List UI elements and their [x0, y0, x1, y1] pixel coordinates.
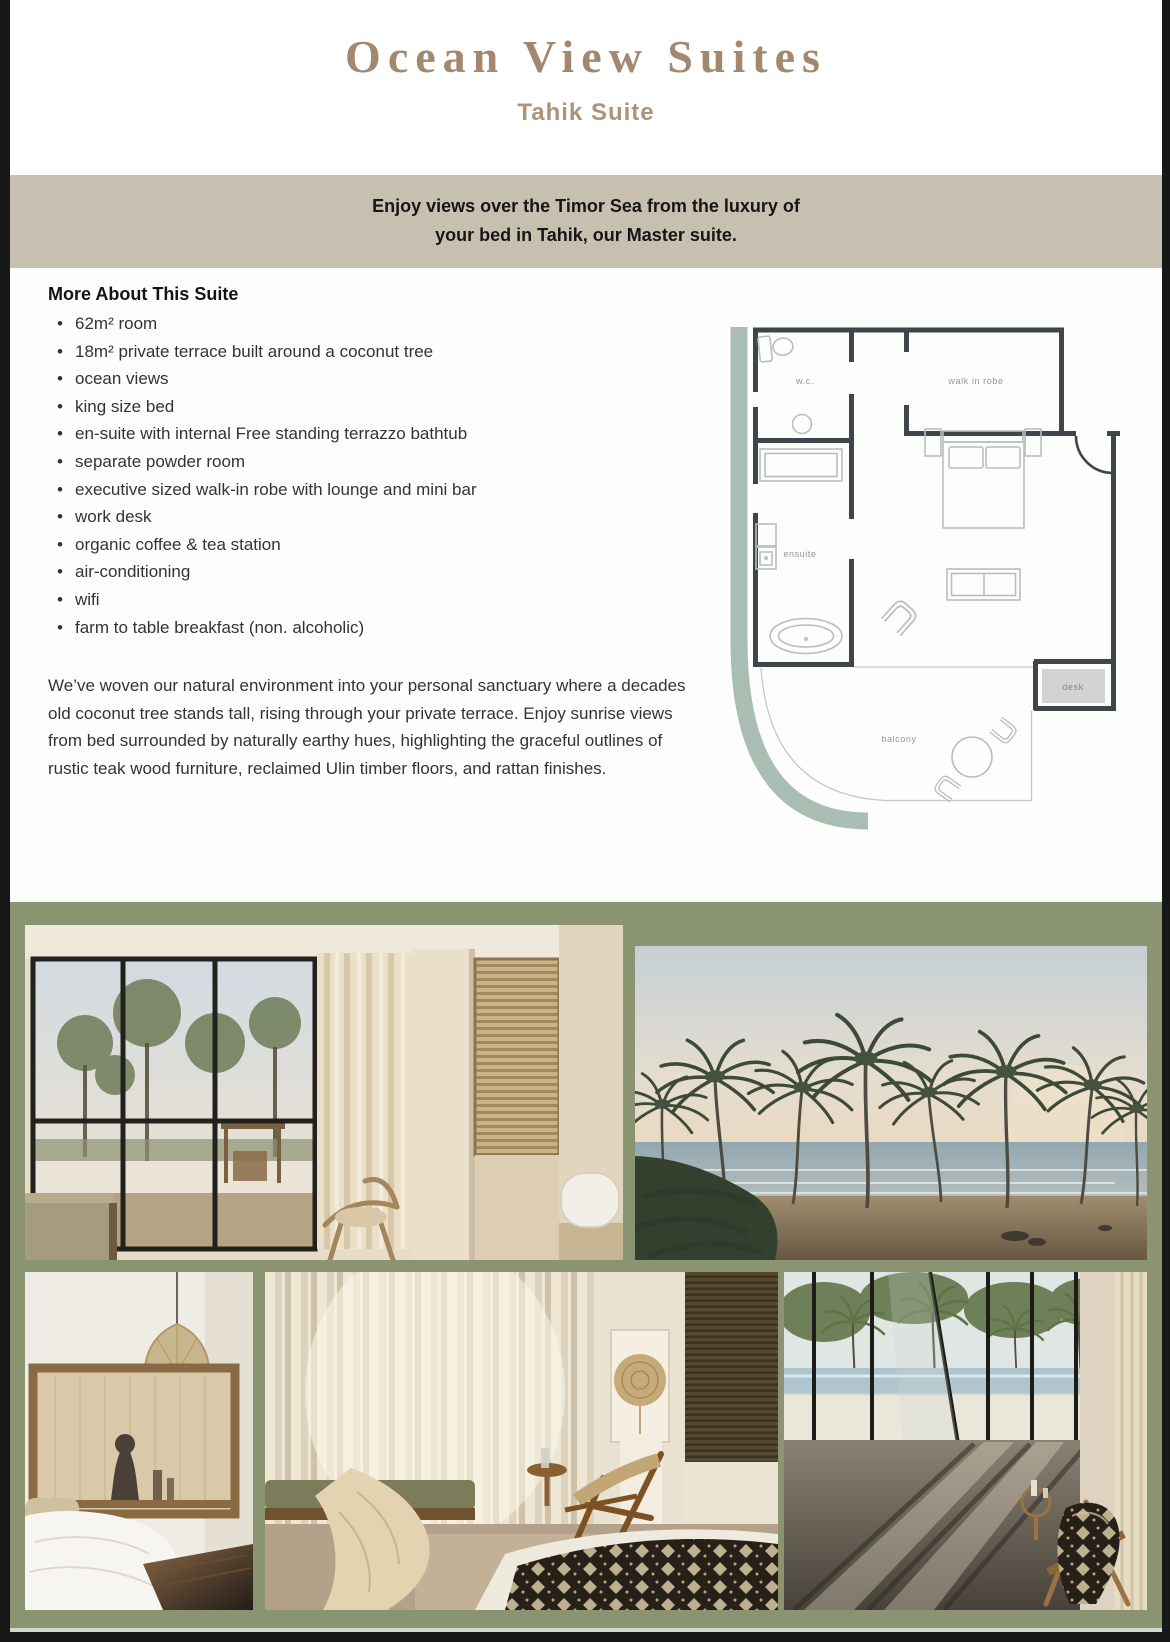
label-balcony: balcony: [881, 734, 917, 744]
photo-bedroom-pendant: [25, 1272, 253, 1610]
photo-bedroom-lounge: [265, 1272, 778, 1610]
freestanding-tub-icon: [770, 619, 842, 654]
sofa-icon: [947, 569, 1020, 600]
about-heading: More About This Suite: [48, 284, 239, 304]
terrace-band: [739, 327, 868, 821]
feature-item: • organic coffee & tea station: [48, 531, 477, 559]
feature-item: • 18m² private terrace built around a coconut tree: [48, 338, 477, 366]
suite-features-list: [48, 310, 477, 641]
bed-icon: [925, 429, 1041, 528]
brochure-page: [10, 0, 1162, 1632]
photo-terrace-doors: [784, 1272, 1147, 1610]
feature-item: • en-suite with internal Free standing terrazzo bathtub: [48, 420, 477, 448]
photo-gallery: [10, 902, 1162, 1632]
banner-line-1: Enjoy views over the Timor Sea from the luxury of: [372, 196, 800, 216]
label-ensuite: ensuite: [783, 549, 817, 559]
feature-item: • 62m² room: [48, 310, 477, 338]
balcony-chair-icon: [990, 717, 1018, 745]
balcony-table-icon: [952, 737, 992, 777]
vanity-icon: [756, 524, 776, 569]
label-desk: desk: [1062, 682, 1084, 692]
feature-item: • executive sized walk-in robe with lounge and mini bar: [48, 476, 477, 504]
page-title: Ocean View Suites: [345, 31, 827, 82]
intro-banner: [10, 175, 1162, 268]
suite-description: We’ve woven our natural environment into your personal sanctuary where a decades old coconut tree stands tall, rising through your private terrace. Enjoy sunrise views from bed surrounded by naturally earthy hues, highlighting the graceful outlines of rustic teak wood furniture, reclaimed Ulin timber floors, and rattan finishes.: [48, 676, 686, 778]
builtin-bathtub-icon: [760, 449, 842, 481]
header: [10, 0, 1162, 175]
feature-item: • ocean views: [48, 365, 477, 393]
floor-plan: [688, 298, 1160, 833]
toilet-icon: [758, 334, 794, 362]
banner-line-2: your bed in Tahik, our Master suite.: [435, 225, 737, 245]
feature-item: • separate powder room: [48, 448, 477, 476]
feature-item: • air-conditioning: [48, 558, 477, 586]
feature-item: • work desk: [48, 503, 477, 531]
wc-sink-icon: [793, 415, 812, 434]
suite-details-section: [10, 268, 1162, 902]
feature-item: • farm to table breakfast (non. alcoholic): [48, 614, 477, 642]
photo-beach-palms: [635, 946, 1147, 1260]
entry-door-arc: [1076, 436, 1113, 473]
label-wc: w.c.: [796, 376, 814, 386]
photo-living-room: [25, 925, 623, 1260]
page-subtitle: Tahik Suite: [517, 99, 655, 126]
label-walk-in-robe: walk in robe: [948, 376, 1004, 386]
feature-item: • king size bed: [48, 393, 477, 421]
lounge-chair-icon: [882, 598, 919, 635]
balcony-chair-icon: [933, 774, 961, 802]
feature-item: • wifi: [48, 586, 477, 614]
